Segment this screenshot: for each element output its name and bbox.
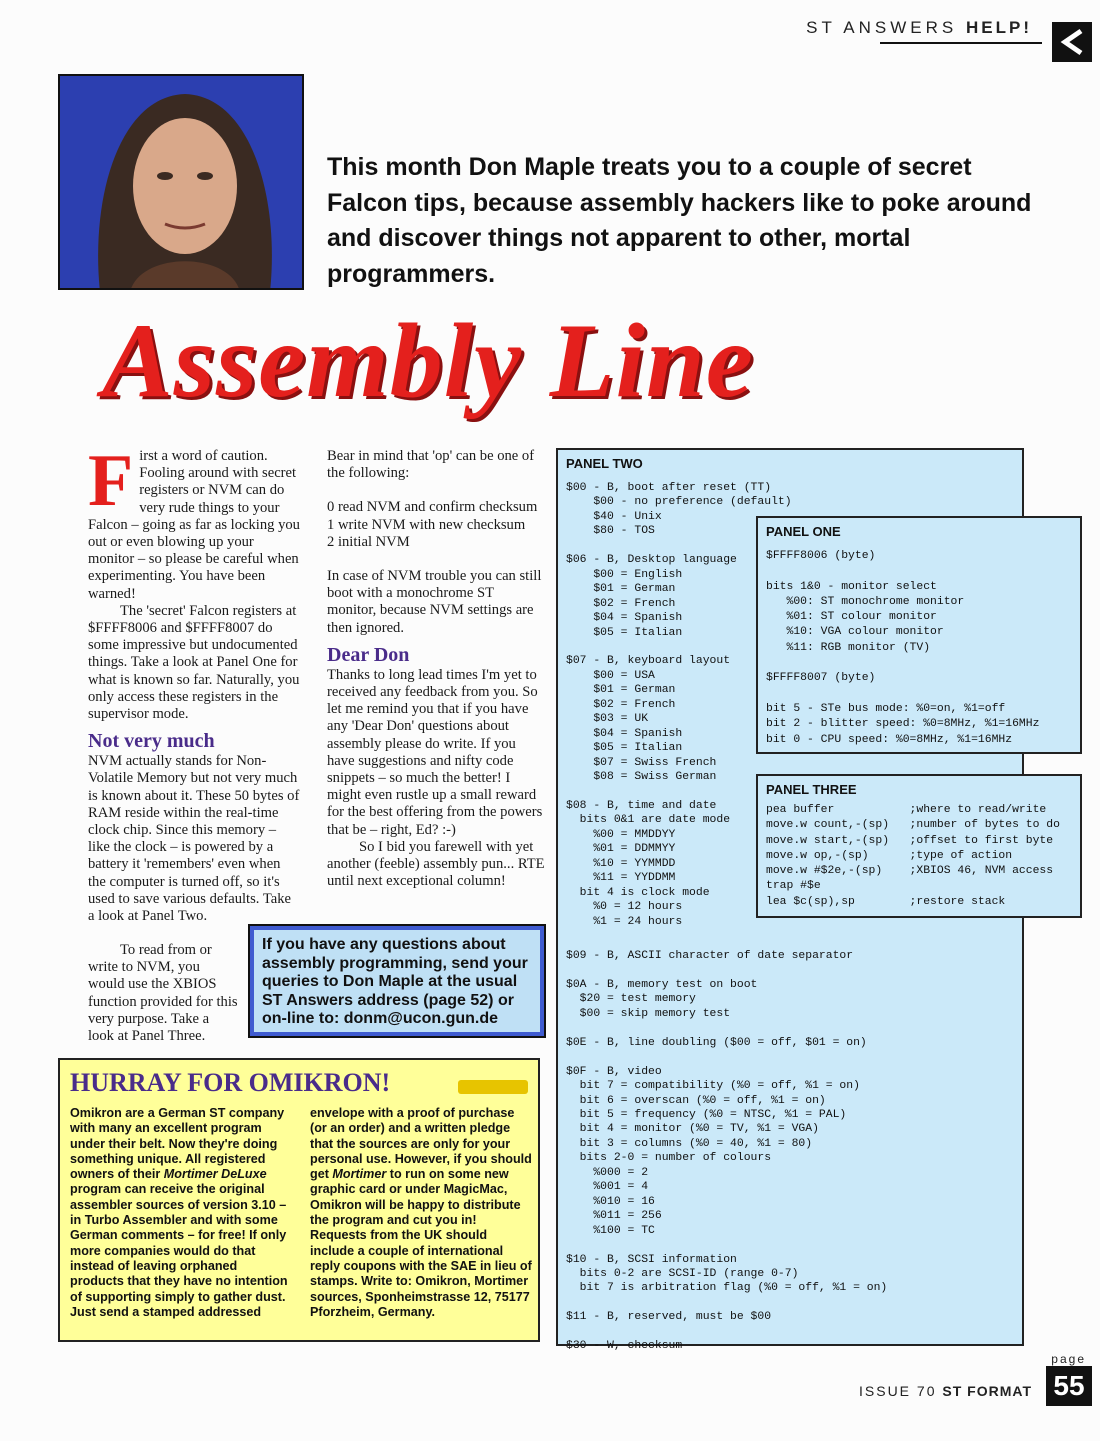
paragraph: NVM actually stands for Non-Volatile Memory but not very much is known about it. These 50 bytes of RAM reside within the real-time clock chip. Since this memory – like the clock – is powered by a battery it 'remembers' even when the computer is turned off, so it's used to save various defaults. Take a look at Panel Two.	[88, 753, 300, 925]
code-listing: $00 - B, boot after reset (TT) $00 - no preference (default) $40 - Unix $80 - TOS $06 - B, Desktop language $00 = English $01 = German $02 = French $04 = Spanish $05 = Italian $07 - B, keyboard layout $00 = USA $01 = German $02 = French $03 = UK $04 = Spanish $05 = Italian $07 = Swiss French $08 = Swiss German $08 - B, time and date bits 0&1 are date mode %00 = MMDDYY %01 = DDMMYY %10 = YYMMDD %11 = YYDDMM bit 4 is clock mode %0 = 12 hours %1 = 24 hours	[566, 482, 792, 928]
omikron-column-1: Omikron are a German ST company with many an excellent program under their belt. Now they're doing something unique. All registered owners of their Mortimer DeLuxe program can receive the original assembler sources of version 3.10 – in Turbo Assembler and with some German comments – for free! If only more companies would do that instead of leaving orphaned products that they have no intention of supporting simply to gather dust. Just send a stamped addressed	[70, 1106, 288, 1319]
body-column-2	[327, 448, 545, 890]
omikron-title: HURRAY FOR OMIKRON!	[70, 1068, 391, 1097]
paragraph: Bear in mind that 'op' can be one of the following:	[327, 448, 535, 482]
panel-title: PANEL TWO	[566, 456, 643, 471]
panel-one	[756, 516, 1082, 754]
article-title: Assembly Line	[102, 302, 754, 419]
list-item: 2 initial NVM	[327, 533, 410, 550]
paragraph: In case of NVM trouble you can still boot with a monochrome ST monitor, because NVM settings are then ignored.	[327, 568, 542, 636]
code-listing: $09 - B, ASCII character of date separator $0A - B, memory test on boot $20 = test memory $00 = skip memory test $0E - B, line doubling ($00 = off, $01 = on) $0F - B, video bit 7 = compatibility (%0 = off, %1 = on) bit 6 = overscan (%0 = off, %1 = on) bit 5 = frequency (%0 = NTSC, %1 = PAL) bit 4 = monitor (%0 = TV, %1 = VGA) bit 3 = columns (%0 = 40, %1 = 80) bits 2-0 = number of colours %000 = 2 %001 = 4 %010 = 16 %011 = 256 %100 = TC $10 - B, SCSI information bits 0-2 are SCSI-ID (range 0-7) bit 7 is arbitration flag (%0 = off, %1 = on) $11 - B, reserved, must be $00 $30 - W, checksum	[566, 950, 888, 1353]
footer-issue: ISSUE 70 ST FORMAT	[859, 1383, 1032, 1399]
list-item: 1 write NVM with new checksum	[327, 516, 526, 533]
paragraph: To read from or write to NVM, you would use the XBIOS function provided for this very purpose. Take a look at Panel Three.	[88, 942, 238, 1045]
code-listing: $FFFF8006 (byte) bits 1&0 - monitor select %00: ST monochrome monitor %01: ST colour monitor %10: VGA colour monitor %11: RGB monitor (TV) $FFFF8007 (byte) bit 5 - STe bus mode: %0=on, %1=off bit 2 - blitter speed: %0=8MHz, %1=16MHz bit 0 - CPU speed: %0=8MHz, %1=16MHz	[766, 550, 1040, 746]
paragraph: So I bid you farewell with yet another (feeble) assembly pun... RTE until next exceptional column!	[327, 838, 545, 890]
page-number: 55	[1046, 1366, 1092, 1406]
panel-title: PANEL THREE	[766, 782, 857, 797]
list-item: 0 read NVM and confirm checksum	[327, 499, 538, 516]
questions-text: If you have any questions about assembly programming, send your queries to Don Maple at the usual ST Answers address (page 52) or on-line to: donm@ucon.gun.de	[254, 930, 540, 1032]
omikron-column-2: envelope with a proof of purchase (or an order) and a written pledge that the sources are only for your personal use. However, if you should get Mortimer to run on some new graphic card or under MagicMac, Omikron will be happy to distribute the program and cut you in! Requests from the UK should include a couple of international reply coupons with the SAE in lieu of stamps. Write to: Omikron, Mortimer sources, Sponheimstrasse 12, 75177 Pforzheim, Germany.	[310, 1106, 532, 1319]
code-listing: pea buffer ;where to read/write move.w count,-(sp) ;number of bytes to do move.w start,-(sp) ;offset to first byte move.w op,-(sp) ;type of action move.w #$2e,-(sp) ;XBIOS 46, NVM access trap #$e lea $c(sp),sp ;restore stack	[766, 804, 1060, 908]
header-rule	[880, 42, 1042, 44]
author-photo	[58, 74, 304, 290]
subheading-dear-don: Dear Don	[327, 643, 410, 666]
section-header: ST ANSWERS HELP!	[806, 18, 1032, 37]
title-underline	[458, 1080, 528, 1094]
drop-cap: F	[88, 440, 134, 522]
page-label: page	[1051, 1352, 1086, 1366]
subheading-not-very-much: Not very much	[88, 730, 215, 753]
panel-title: PANEL ONE	[766, 524, 841, 539]
questions-box	[248, 924, 546, 1038]
paragraph: Thanks to long lead times I'm yet to received any feedback from you. So let me remind you that if you have any 'Dear Don' questions about assembly please do write. If you have suggestions and nifty code snippets – so much the better! I might even rustle up a small reward for the best offering from the powers that be – right, Ed? :-)	[327, 666, 543, 838]
paragraph: First a word of caution. Fooling around with secret registers or NVM can do very rude things to your Falcon – going as far as locking you out or even blowing up your monitor – so please be careful when experimenting. You have been warned!	[88, 440, 300, 602]
paragraph: The 'secret' Falcon registers at $FFFF8006 and $FFFF8007 do some impressive but undocumented things. Take a look at Panel One for what is known so far. Naturally, you only access these registers in the supervisor mode.	[88, 602, 300, 723]
omikron-box	[58, 1058, 540, 1342]
left-chevron-icon	[1052, 22, 1092, 62]
lede-text: This month Don Maple treats you to a couple of secret Falcon tips, because assembly hackers like to poke around and discover things not apparent to other, mortal programmers.	[327, 153, 1032, 288]
body-column-1	[88, 440, 300, 925]
panel-three	[756, 774, 1082, 918]
